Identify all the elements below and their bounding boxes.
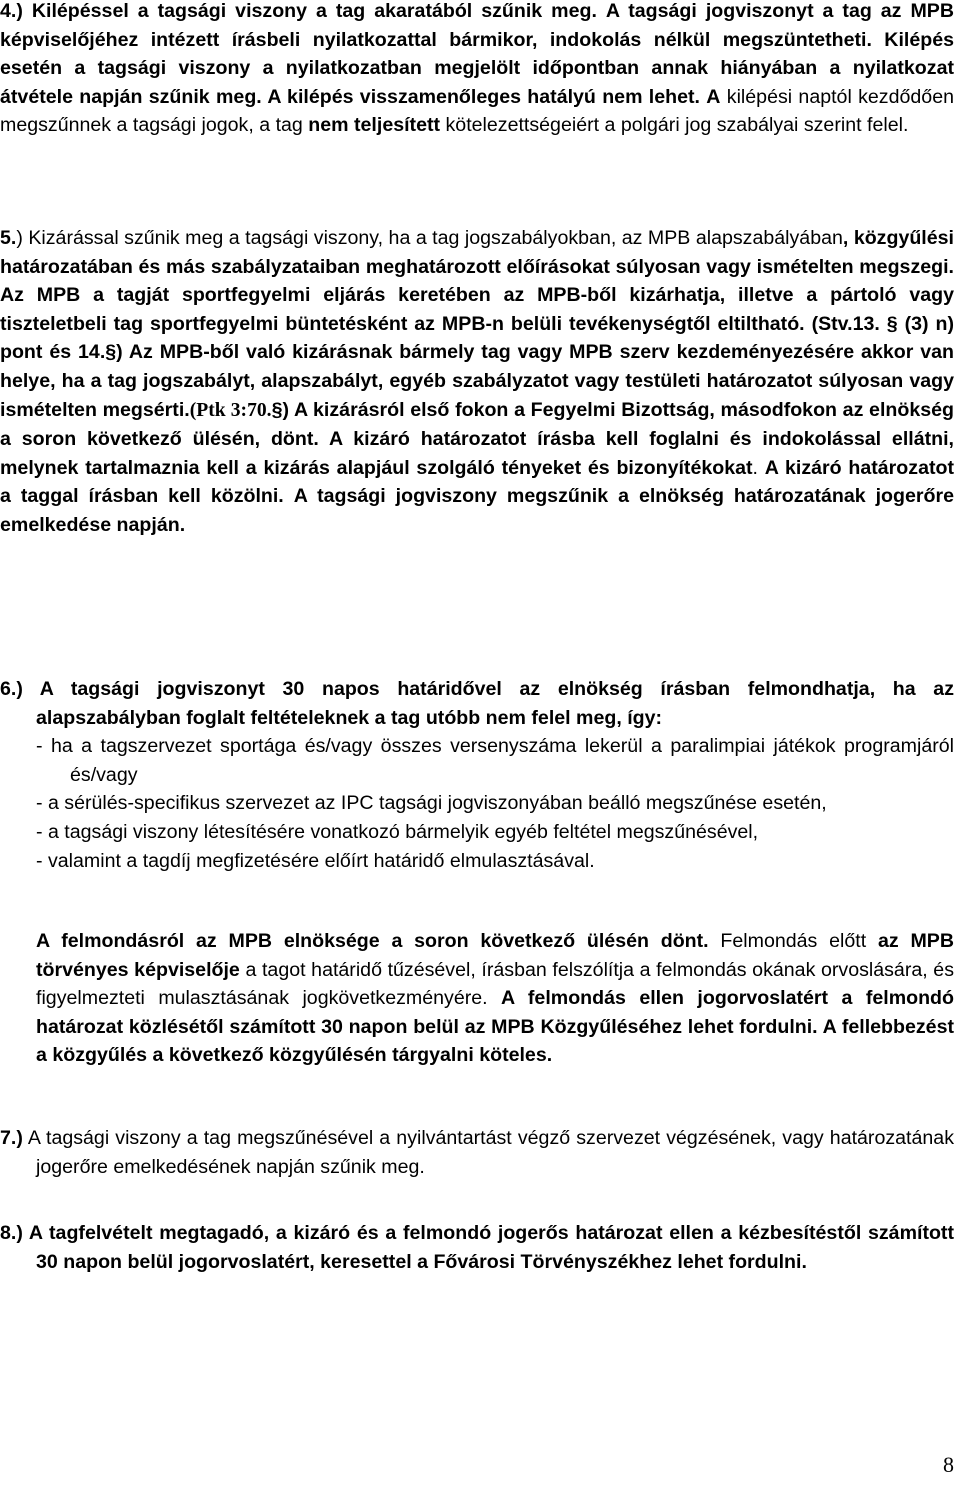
section-8-text: A tagfelvételt megtagadó, a kizáró és a felmondó jogerős határozat ellen a kézbesítéstől számított 30 napon belül jogorvoslatért, keresettel a Fővárosi Törvényszékhez lehet fordulni. [28, 1222, 954, 1273]
section-6-f4: a tagot határidő tűzésével, írásban felszólítja a felmondás okának orvoslására, és figyelmezteti mulasztásának jogkövetkezményére. [36, 958, 955, 1010]
section-4-s1: Kilépéssel a tagsági viszony a tag akaratából szűnik meg. [31, 0, 597, 22]
section-6-item-2: - a sérülés-specifikus szervezet az IPC tagsági jogviszonyában beálló megszűnése esetén, [36, 792, 827, 815]
section-4 [0, 0, 954, 140]
section-6-number: 6.) [0, 678, 23, 700]
section-6-decision [36, 927, 954, 1070]
section-6-lead [0, 675, 954, 732]
section-6-item-4: - valamint a tagdíj megfizetésére előírt határidő elmulasztásával. [36, 849, 595, 872]
section-6-f3: az MPB törvényes képviselője [36, 930, 954, 981]
section-4-s2: A tagsági jogviszonyt a tag az MPB képviselőjéhez intézett írásbeli nyilatkozattal bármikor, indokolás nélkül megszüntetheti. Kilépés esetén a tagsági viszony a nyilatkozatban megjelölt időpontban annak hiányában a nyilatkozat átvétele napján szűnik meg. A kilépés visszamenőleges hatályú nem lehet. [0, 0, 954, 108]
section-7-number: 7.) [0, 1127, 23, 1149]
section-4-s6: kötelezettségeiért a polgári jog szabályai szerint felel. [445, 114, 909, 137]
section-5-number: 5. [0, 227, 17, 249]
section-7 [0, 1124, 954, 1181]
section-5-ptk-ref: (Ptk 3:70. [189, 399, 272, 421]
page-number: 8 [943, 1452, 954, 1477]
section-7-text-block [0, 1124, 954, 1181]
section-5-s2: , közgyűlési határozatában és más szabályzataiban meghatározott előírásokat súlyosan vagy ismételten megszegi. Az MPB a tagját sportfegyelmi eljárás keretében az MPB-ből kizárhatja, illetve a pártoló vagy tiszteletbeli tag sportfegyelmi büntetésként az MPB-n belüli tevékenységtől eltiltható. (Stv.13. [0, 227, 954, 335]
section-5-s7: . [752, 456, 758, 479]
section-6 [0, 675, 954, 875]
section-5-s8: A kizáró határozatot a taggal írásban kell közölni. [0, 456, 954, 508]
section-4-s5: nem teljesített [308, 114, 441, 137]
section-5-s4: §) Az MPB-ből való kizárásnak bármely tag vagy MPB szerv kezdeményezésére akkor van helye, ha a tag jogszabályt, alapszabályt, egyéb szabályzatot vagy testületi határozatot súlyosan vagy ismételten megsérti. [0, 341, 954, 421]
section-8-text-block [0, 1219, 954, 1276]
section-4-s3: A [706, 85, 721, 108]
section-8 [0, 1219, 954, 1276]
section-5 [0, 224, 954, 540]
section-4-number: 4.) [0, 0, 23, 22]
section-6-item-3: - a tagsági viszony létesítésére vonatkozó bármelyik egyéb feltétel megszűnésével, [36, 820, 759, 843]
section-8-number: 8.) [0, 1222, 23, 1244]
section-4-s4: kilépési naptól kezdődően megszűnnek a tagsági jogok, a tag [0, 85, 954, 137]
section-6-f1: A felmondásról az MPB elnöksége a soron következő ülésén dönt. [36, 930, 709, 952]
section-5-s3: § (3) n) pont és 14. [0, 312, 954, 364]
section-6-item-1: - ha a tagszervezet sportága és/vagy összes versenyszáma lekerül a paralimpiai játékok programjáról és/vagy [36, 735, 954, 786]
section-5-s1: ) Kizárással szűnik meg a tagsági viszony, ha a tag jogszabályokban, az MPB alapszabályában [16, 227, 843, 249]
section-6-f2: Felmondás előtt [720, 930, 867, 952]
section-5-s9: A tagsági jogviszony megszűnik a elnökség határozatának jogerőre emelkedése napján. [0, 485, 954, 536]
section-6-f5: A felmondás ellen jogorvoslatért a felmondó határozat közlésétől számított 30 napon belül az MPB Közgyűléséhez lehet fordulni. A fellebbezést a közgyűlés a következő közgyűlésén tárgyalni köteles. [36, 987, 954, 1067]
section-6-lead-text: A tagsági jogviszonyt 30 napos határidővel az elnökség írásban felmondhatja, ha az alapszabályban foglalt feltételeknek a tag utóbb nem felel meg, így: [36, 678, 954, 729]
section-7-text: A tagsági viszony a tag megszűnésével a nyilvántartást végző szervezet végzésének, vagy határozatának jogerőre emelkedésének napján szűnik meg. [27, 1127, 954, 1178]
section-5-s6: §) A kizárásról első fokon a Fegyelmi Bizottság, másodfokon az elnökség a soron következő ülésén, dönt. A kizáró határozatot írásba kell foglalni és indokolással ellátni, melynek tartalmaznia kell a kizárás alapjául szolgáló tényeket és bizonyítékokat [0, 398, 954, 479]
